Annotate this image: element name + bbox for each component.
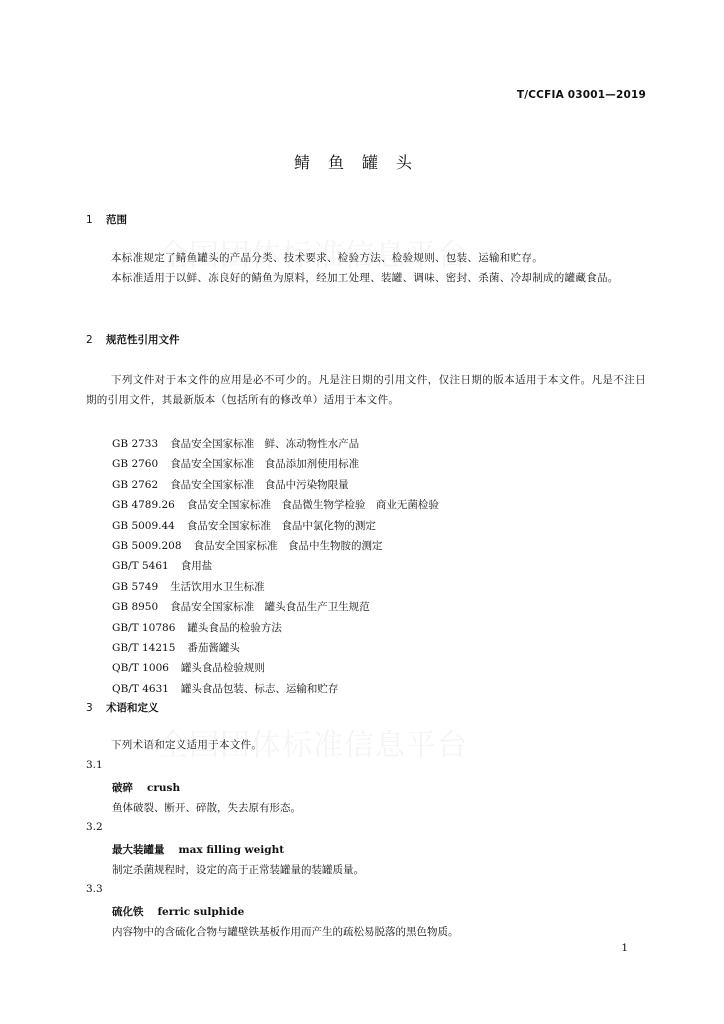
term-number: 3.1 — [86, 759, 103, 771]
reference-code: QB/T 1006 — [112, 662, 169, 675]
term-number: 3.3 — [86, 883, 103, 895]
term-number: 3.2 — [86, 821, 103, 833]
term-definition: 鱼体破裂、断开、碎散，失去原有形态。 — [112, 802, 301, 814]
reference-item — [112, 475, 439, 495]
section-number: 3 — [86, 702, 93, 714]
reference-title: 食品安全国家标准 食品中污染物限量 — [170, 478, 349, 491]
reference-code: GB/T 5461 — [112, 560, 169, 573]
term-name-en: crush — [147, 782, 181, 794]
term-name-en: ferric sulphide — [157, 906, 245, 918]
reference-title: 食品安全国家标准 食品微生物学检验 商业无菌检验 — [186, 499, 439, 512]
section-number: 1 — [86, 214, 93, 226]
reference-title: 罐头食品的检验方法 — [187, 621, 282, 634]
term-name — [112, 904, 244, 919]
reference-title: 食品安全国家标准 食品中生物胺的测定 — [193, 539, 383, 552]
reference-item — [112, 658, 439, 678]
reference-item — [112, 597, 439, 617]
reference-code: GB 5749 — [112, 580, 159, 593]
term-name-zh: 破碎 — [112, 782, 133, 794]
section-3-heading — [86, 700, 159, 715]
section-1-heading — [86, 212, 127, 227]
reference-code: QB/T 4631 — [112, 682, 169, 695]
document-title: 鲭鱼罐头 — [293, 153, 430, 172]
reference-code: GB/T 14215 — [112, 641, 176, 654]
section-title: 范围 — [106, 214, 127, 226]
reference-code: GB 5009.208 — [112, 539, 182, 552]
reference-title: 食品安全国家标准 食品添加剂使用标准 — [170, 458, 360, 471]
reference-item — [112, 556, 439, 576]
reference-code: GB 8950 — [112, 601, 159, 614]
reference-title: 罐头食品检验规则 — [180, 662, 265, 675]
terms-intro: 下列术语和定义适用于本文件。 — [111, 739, 263, 751]
page-number: 1 — [621, 942, 628, 954]
term-name-en: max filling weight — [178, 844, 285, 856]
section-2-heading — [86, 332, 180, 347]
scope-paragraph-2: 本标准适用于以鲜、冻良好的鲭鱼为原料，经加工处理、装罐、调味、密封、杀菌、冷却制成的罐藏食品。 — [111, 272, 619, 284]
reference-title: 番茄酱罐头 — [187, 641, 240, 654]
reference-title: 生活饮用水卫生标准 — [170, 580, 265, 593]
reference-item — [112, 638, 439, 658]
reference-title: 罐头食品包装、标志、运输和贮存 — [180, 682, 339, 695]
reference-item — [112, 679, 439, 699]
reference-item — [112, 516, 439, 536]
reference-item — [112, 618, 439, 638]
section-title: 规范性引用文件 — [106, 334, 180, 346]
reference-list — [112, 434, 439, 699]
section-number: 2 — [86, 334, 93, 346]
term-name — [112, 842, 284, 857]
reference-code: GB 2760 — [112, 458, 159, 471]
term-definition: 制定杀菌规程时，设定的高于正常装罐量的装罐质量。 — [112, 864, 364, 876]
reference-code: GB 5009.44 — [112, 519, 175, 532]
reference-item — [112, 495, 439, 515]
term-name-zh: 最大装罐量 — [112, 844, 165, 856]
reference-title: 食品安全国家标准 罐头食品生产卫生规范 — [170, 601, 370, 614]
term-name — [112, 780, 180, 795]
term-definition: 内容物中的含硫化合物与罐壁铁基板作用而产生的疏松易脱落的黑色物质。 — [112, 926, 459, 938]
reference-code: GB 2762 — [112, 478, 159, 491]
scope-paragraph-1: 本标准规定了鲭鱼罐头的产品分类、技术要求、检验方法、检验规则、包装、运输和贮存。 — [111, 252, 543, 264]
references-intro: 下列文件对于本文件的应用是必不可少的。凡是注日期的引用文件，仅注日期的版本适用于本文件。凡是不注日期的引用文件，其最新版本（包括所有的修改单）适用于本文件。 — [86, 374, 646, 406]
reference-item — [112, 577, 439, 597]
reference-item — [112, 536, 439, 556]
reference-title: 食用盐 — [180, 560, 213, 573]
reference-item — [112, 454, 439, 474]
term-name-zh: 硫化铁 — [112, 906, 144, 918]
section-title: 术语和定义 — [106, 702, 159, 714]
reference-title: 食品安全国家标准 食品中氯化物的测定 — [186, 519, 376, 532]
reference-code: GB/T 10786 — [112, 621, 176, 634]
standard-code: T/CCFIA 03001—2019 — [516, 89, 646, 101]
reference-code: GB 4789.26 — [112, 499, 175, 512]
reference-code: GB 2733 — [112, 438, 159, 450]
reference-title: 食品安全国家标准 鲜、冻动物性水产品 — [170, 438, 360, 450]
reference-item — [112, 434, 439, 454]
